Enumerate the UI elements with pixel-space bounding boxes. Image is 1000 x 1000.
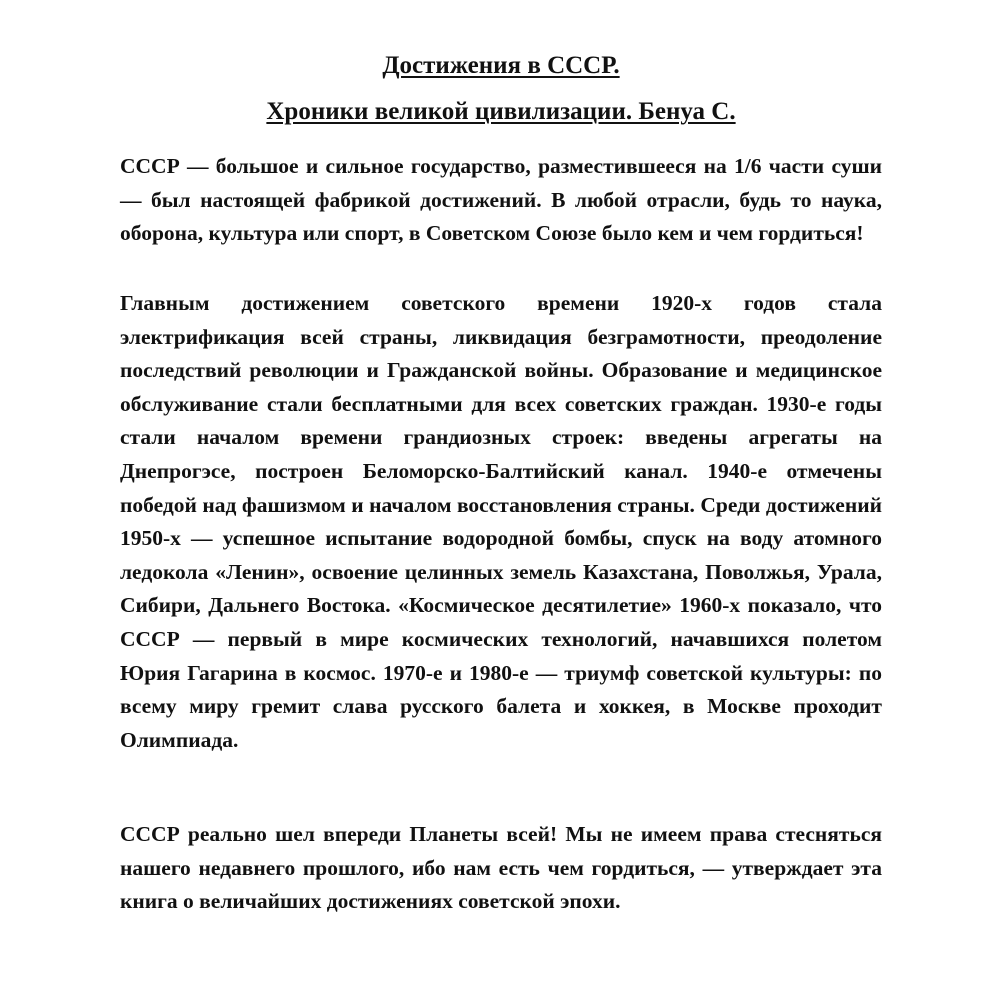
paragraph-intro: СССР — большое и сильное государство, разместившееся на 1/6 части суши — был настоящей фабрикой достижений. В любой отрасли, будь то наука, оборона, культура или спорт, в Советском Союзе было кем и чем гордиться! [120, 154, 882, 246]
paragraph-conclusion: СССР реально шел впереди Планеты всей! Мы не имеем права стесняться нашего недавнего прошлого, ибо нам есть чем гордиться, — утверждает эта книга о величайших достижениях советской эпохи. [120, 822, 882, 914]
document-title: Достижения в СССР. [382, 52, 620, 79]
paragraph-achievements: Главным достижением советского времени 1920-х годов стала электрификация всей страны, ликвидация безграмотности, преодоление последствий революции и Гражданской войны. Образование и медицинское обслуживание стали бесплатными для всех советских граждан. 1930-е годы стали началом времени грандиозных строек: введены агрегаты на Днепрогэсе, построен Беломорско-Балтийский канал. 1940-е отмечены победой над фашизмом и началом восстановления страны. Среди достижений 1950-х — успешное испытание водородной бомбы, спуск на воду атомного ледокола «Ленин», освоение целинных земель Казахстана, Поволжья, Урала, Сибири, Дальнего Востока. «Космическое десятилетие» 1960-х показало, что СССР — первый в мире космических технологий, начавшихся полетом Юрия Гагарина в космос. 1970-е и 1980-е — триумф советской культуры: по всему миру гремит слава русского балета и хоккея, в Москве проходит Олимпиада. [120, 291, 882, 752]
document-subtitle: Хроники великой цивилизации. Бенуа С. [266, 98, 736, 125]
